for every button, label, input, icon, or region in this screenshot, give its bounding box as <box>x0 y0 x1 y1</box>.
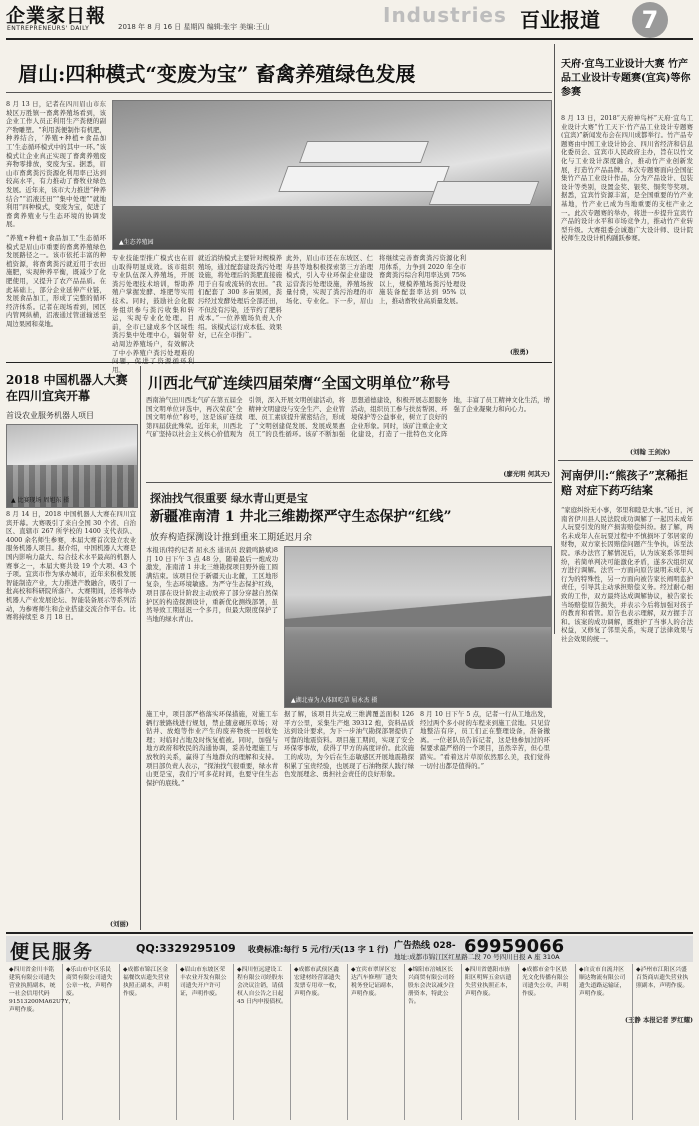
classifieds-banner <box>6 936 693 962</box>
right-mid-rule <box>558 460 693 461</box>
section-rule <box>6 362 552 363</box>
xinjiang-body-2: 施工中，项目部严格落实环保措施，对施工车辆行驶路线进行规划，禁止随意碾压草场；对钻井、放炮等作业产生的废弃物统一回收处理；对临时占地及时恢复植被。同时，加强与地方政府和牧民的沟通协调，妥善处理施工与放牧的关系，赢得了当地群众的理解和支持。项目部负责人表示，“探油找气很重要，绿水青山更是宝，我们宁可多花时间，也要守住生态保护的底线。” <box>146 710 278 787</box>
robot-subhead: 首设农业服务机器人项目 <box>6 411 94 420</box>
animal-silhouette <box>465 647 505 669</box>
xinjiang-kicker: 探油找气很重要 绿水青山更是宝 <box>150 492 308 505</box>
trees <box>113 206 551 249</box>
page-number-badge <box>632 2 668 38</box>
right-top-byline: (刘翰 王剑冰) <box>630 448 671 456</box>
lead-column-4: 就近消纳模式主要针对规模养殖场，通过配套建设粪污处理设施，将处理后的粪肥直接施用于自有或流转的农田。“我们配套了 300 多亩果园，粪污经过发酵处理后全部还田，不但没有污染，还节约了肥料成本。”一位养殖场负责人介绍。该模式运行成本低、效果好，已在全市推广。 <box>198 254 282 340</box>
xinjiang-body-1: 本报讯(特约记者 屈永杰 通讯员 段毅鸣路斌)8 月 10 日下午 3 点 48 分，随着最后一炮成功激发，准南清 1 井北三维勘探项目野外施工圆满结束。该项目位于新疆天山北麓，工区地形复杂，生态环境敏感。为严守生态保护红线，项目部在设计阶段主动放弃了部分穿越自然保护区的构造探测设计，重新优化测线部署，虽然导致工期延迟一个多月，但最大限度保护了当地的绿水青山。 <box>146 546 278 623</box>
xinjiang-subhead: 放弃构造探测设计推到重来工期延迟月余 <box>150 533 313 543</box>
masthead <box>0 0 699 40</box>
classified-notice-6: ◆成都市武侯区鑫宏建材经营部遗失发票专用章一枚，声明作废。 <box>291 964 348 1120</box>
classified-notice-5: ◆四川恒远建设工程有限公司经股东会决议注销，请债权人自公告之日起 45 日内申报债权。 <box>234 964 291 1120</box>
xinjiang-body-4: 8 月 10 日下午 5 点，记者一行从工地出发，经过两个多小时的车程来到施工营地。只见营地整洁有序，员工们正在整理设备，准备撤离。一位老队员告诉记者，这是他参加过的环保要求最严格的一个项目，虽然辛苦，但心里踏实。“看着这片草原依然那么美，我们觉得一切付出都是值得的。” <box>420 710 550 770</box>
classifieds-grid <box>6 964 693 1120</box>
xinjiang-photo-caption: ▲湖北壶为人体回吃草 屈永杰 摄 <box>291 697 378 704</box>
page-number: 7 <box>641 6 659 34</box>
lead-headline: 眉山:四种模式“变废为宝” 畜禽养殖绿色发展 <box>18 62 416 86</box>
robot-byline: (刘丽) <box>110 920 129 928</box>
date-line: 2018 年 8 月 16 日 星期四 编辑:张宇 美编:王山 <box>118 23 270 31</box>
factory-roof-1 <box>299 141 429 163</box>
section-title-en: Industries <box>383 3 507 27</box>
sichuan-byline: (廖光明 何其天) <box>503 470 550 478</box>
lead-column-3: 专业技能型推广模式也在眉山取得明显成效。该市组织专业队伍深入养殖场，开展粪污处理技术培训，帮助养殖户掌握发酵、堆肥等实用技术。同时，鼓励社会化服务组织参与粪污收集和转运，实现专业化处理。目前，全市已建成多个区域性粪污集中处理中心，辐射带动周边养殖场户，有效解决了中小养殖户粪污处理难的 用。 <box>112 254 194 374</box>
masthead-logo-en: ENTREPRENEURS' DAILY <box>7 25 90 32</box>
lead-column-6 <box>470 254 550 346</box>
sichuan-rule <box>146 482 552 483</box>
left-column-divider <box>140 366 141 930</box>
robot-body: 8 月 14 日，2018 中国机器人大赛在四川宜宾开幕。大赛吸引了来自全国 30 个省、自治区、直辖市 267 所学校的 1400 支代表队、4000 余名师生参赛，本届大赛首次设立农业服务机器人项目。据介绍，中国机器人大赛是国内影响力最大、综合技术水平最高的机器人赛事之一，本届大赛共设 19 个大项、43 个子项。宜宾市作为承办城市，近年来积极发展智能制造产业，大力推进产教融合，吸引了一批高校和科研院所落户。大赛期间，还将举办机器人产业发展论坛、智能装备展示等系列活动，为参赛师生和企业搭建交流合作平台。比赛将持续至 8 月 18 日。 <box>6 510 136 622</box>
classifieds-title: 便民服务 <box>10 941 95 963</box>
masthead-logo: 企業家日報 <box>6 5 107 27</box>
factory-roof-3 <box>429 181 540 205</box>
classifieds-rule <box>6 932 693 934</box>
right-column-divider <box>554 44 555 634</box>
classified-notice-9: ◆四川省德阳市旌阳区明辉五金店遗失营业执照正本，声明作废。 <box>462 964 519 1120</box>
robot-photo-caption: ▲ 比赛现场 周旭东 摄 <box>11 497 70 504</box>
classified-notice-12: ◆泸州市江阳区兴盛百货商店遗失营业执照副本，声明作废。 <box>636 967 689 989</box>
classified-notice-7: ◆宜宾市翠屏区宏达汽车修理厂遗失税务登记证副本，声明作废。 <box>348 964 405 1120</box>
section-title-cn: 百业报道 <box>520 8 600 32</box>
lead-column-5: 此外，眉山市还在东坡区、仁寿县等地积极探索第三方治理模式，引入专业环保企业建设运营粪污处理设施，养殖场按量付费，实现了粪污治理的市场化、专业化。下一步，眉山将继续完善畜禽粪污资源化利用体系，力争到 2020 年全市畜禽粪污综合利用率达到 75% 以上，规模养殖场粪污处理设施装备配套率达到 95% 以上，推动畜牧业高质量发展。 <box>286 254 466 305</box>
classified-notice-2: ◆乐山市中区乐民商贸有限公司遗失公章一枚，声明作废。 <box>63 964 120 1120</box>
ad-hotline-number: 69959066 <box>464 936 565 957</box>
sichuan-headline: 川西北气矿连续四届荣膺“全国文明单位”称号 <box>148 374 451 392</box>
classified-notice-1: ◆四川省金川丰铭建筑有限公司遗失营业执照副本，统一社会信用代码 91513200MA62U7Y，声明作废。 <box>6 964 63 1120</box>
robot-photo <box>6 424 138 508</box>
ad-address: 地址:成都市锦江区红星路二段 70 号四川日报 A 座 310A <box>394 953 560 961</box>
xinjiang-headline: 新疆准南清 1 井北三维勘探严守生态保护“红线” <box>150 509 452 525</box>
classified-notice-3: ◆成都市锦江区金福餐饮店遗失营业执照正副本，声明作废。 <box>120 964 177 1120</box>
right-top-headline: 天府·宜鸟工业设计大赛 竹产品工业设计专题赛(宜宾)等你参赛 <box>561 59 691 98</box>
right-mid-byline: (王静 本报记者 罗红耀) <box>624 1016 693 1024</box>
xinjiang-body-3: 据了解，该项目共完成三维满覆盖面积 126 平方公里，采集生产炮 39312 炮，资料品质达到设计要求，为下一步油气勘探部署提供了可靠的地震资料。项目施工期间，实现了安全环保零事故，获得了甲方的高度评价。此次施工的成功，为今后在生态敏感区开展地震勘探积累了宝贵经验，也展现了石油物探人践行绿色发展理念、勇担社会责任的良好形象。 <box>284 710 414 779</box>
right-mid-headline: 河南伊川:“熊孩子”烹稀拒赔 对症下药巧结案 <box>561 469 688 497</box>
robot-headline: 2018 中国机器人大赛在四川宜宾开幕 <box>6 373 128 403</box>
ad-hotline-label: 广告热线 028- <box>394 941 456 951</box>
lead-column-1: 8 月 13 日，记者在四川眉山市东坡区万胜镇一畜禽养殖场看到，该企业工作人员正利用生产粪便的副产物雕塑。“利用粪便制作有机肥，种养结合，‘养殖+种植+食品加工’生态循环模式中的其中一环。”该模式让企业真正实现了畜禽养殖废弃物零排放，变废为宝。据悉，眉山市畜禽粪污资源化利用率已达到较高水平，有力推动了畜牧业绿色发展。近年来，该市大力推进“种养结合”“沼液还田”“集中处理”“就地利用”四种模式，变废为宝，促进了畜禽养殖业与生态环境的协调发展。 <box>6 100 106 229</box>
right-top-body: 8 月 13 日，2018“天府神鸟杯”天府·宜鸟工业设计大赛“竹工天下·竹产品工业设计专题赛(宜宾)”新闻发布会在四川成都举行。竹产品专题赛由中国工业设计协会、四川省经济和信息化委员会、宜宾市人民政府主办，旨在以竹文化与工业设计深度融合，推动竹产业创新发展，打造竹产品品牌。本次专题赛面向全国征集竹产品工业设计作品，分为产品设计、包装设计等类别，设置金奖、银奖、铜奖等奖项。据悉，宜宾竹资源丰富，是全国重要的竹产业基地，竹产业已成为当地重要的支柱产业之一。此次专题赛的举办，将进一步提升宜宾竹产品的设计水平和市场竞争力，推动竹产业转型升级。大赛组委会诚邀广大设计师、设计院校师生及设计机构踊跃参赛。 <box>561 114 693 243</box>
right-mid-body: “家庭纠纷无小事，邻里和睦是大事。”近日，河南省伊川县人民法院成功调解了一起因未成年人玩耍引发的财产损害赔偿纠纷。据了解，两名未成年人在玩耍过程中不慎损坏了邻居家的财物，双方家长因赔偿问题产生争执，诉至法院。承办法官了解情况后，认为该案系邻里纠纷，若简单判决可能激化矛盾，遂多次组织双方进行调解。法官一方面向原告说明未成年人行为的特殊性，另一方面向被告家长阐明监护责任，引导其主动承担赔偿义务。经过耐心细致的工作，双方最终达成调解协议，被告家长当场赔偿原告损失，并表示今后将加强对孩子的教育和看管。原告也表示理解，双方握手言和。该案的成功调解，既维护了当事人的合法权益，又修复了邻里关系，实现了法律效果与社会效果的统一。 <box>561 506 693 643</box>
lead-photo-caption: ▲生态养殖园 <box>119 239 154 246</box>
lead-rule <box>6 92 552 93</box>
masthead-rule <box>6 38 693 40</box>
classified-notice-4: ◆眉山市东坡区荣丰农业开发有限公司遗失开户许可证，声明作废。 <box>177 964 234 1120</box>
classified-notice-10: ◆成都市金牛区晨光文化传播有限公司遗失公章，声明作废。 <box>519 964 576 1120</box>
classified-notice-8: ◆绵阳市涪城区长兴商贸有限公司经股东会决议减少注册资本，特此公告。 <box>405 964 462 1120</box>
classified-notice-11: ◆自贡市自流井区顺达物流有限公司遗失道路运输证，声明作废。 <box>576 964 633 1120</box>
factory-roof-2 <box>278 166 449 192</box>
mountain-ridge <box>285 587 551 627</box>
lead-photo <box>112 100 552 250</box>
lead-byline: (殷勇) <box>510 348 529 356</box>
classifieds-price: 收费标准:每行 5 元/行/天(13 字 1 行) <box>248 945 389 954</box>
classifieds-qq: QQ:3329295109 <box>136 942 236 955</box>
lead-column-2: “养殖+种植+食品加工”生态循环模式是眉山市重要的畜禽养殖绿色发展路径之一。该市依托丰富的种植资源，将畜禽粪污就近用于农田施肥，实现种养平衡，既减少了化肥使用，又提升了农产品品质。在此基础上，部分企业延伸产业链，发展食品加工，形成了完整的循环经济体系。记者在现场看到，园区内管网纵横，沼液通过管道输送至周边果园和菜地。 <box>6 234 106 328</box>
xinjiang-photo <box>284 546 552 708</box>
sichuan-body: 西南油气田川西北气矿在第五届全国文明单位评选中，再次荣获“全国文明单位”称号，这是该矿连续第四届获此殊荣。近年来，川西北气矿坚持以社会主义核心价值观为引领，深入开展文明创建活动，将精神文明建设与安全生产、企业管理、员工素质提升紧密结合，形成了“文明创建促发展、发展成果惠员工”的良性循环。该矿不断加强思想道德建设，积极开展志愿服务活动，组织员工参与扶贫帮困、环境保护等公益事业，树立了良好的企业形象。同时，该矿注重企业文化建设，打造了一批特色文化阵地，丰富了员工精神文化生活，增强了企业凝聚力和向心力。 <box>146 396 550 439</box>
